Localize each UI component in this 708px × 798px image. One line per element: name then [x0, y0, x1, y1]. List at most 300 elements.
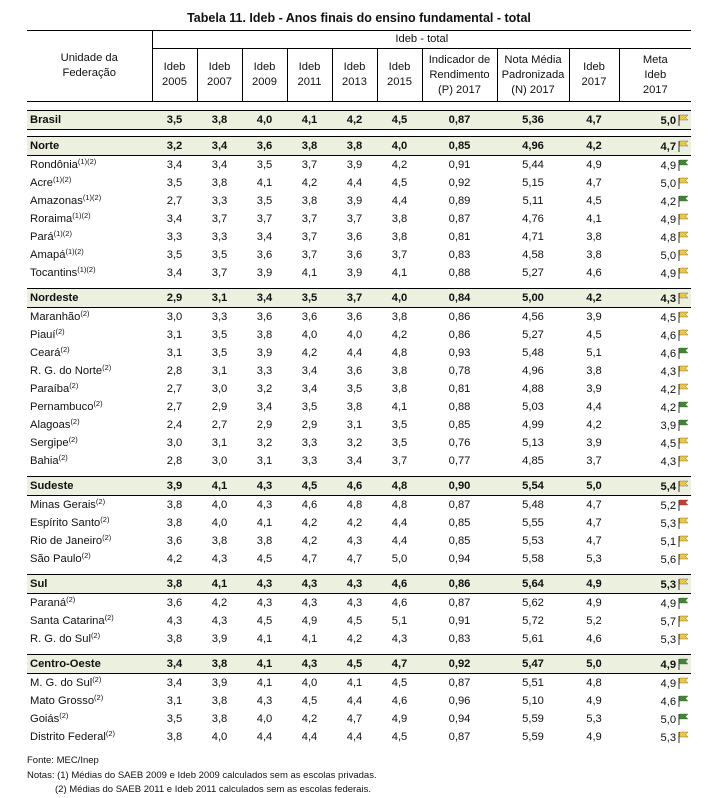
value-cell: 3,1: [211, 437, 228, 449]
source-note: Fonte: MEC/Inep: [27, 755, 99, 766]
state-row: [27, 264, 691, 282]
value-cell: 4,9: [586, 597, 602, 609]
footnote-ref: (2): [102, 363, 112, 372]
value-cell: 4,2: [569, 137, 619, 156]
value-cell: 3,5: [211, 347, 228, 359]
value-cell: 3,2: [152, 137, 197, 156]
region-row: [27, 111, 691, 130]
unit-name: São Paulo$^{(2)}$: [30, 551, 91, 565]
flag-icon: [677, 553, 691, 565]
footnote-ref: (1)(2): [82, 193, 102, 202]
meta-cell: 5,7: [619, 612, 691, 630]
state-row: [27, 362, 691, 380]
value-cell: 5,53: [522, 535, 544, 547]
value-cell: 0,87: [422, 111, 497, 130]
flag-icon: [677, 292, 691, 304]
value-cell: 4,3: [256, 597, 273, 609]
value-cell: 5,3: [586, 713, 602, 725]
value-cell: 0,92: [448, 177, 471, 189]
note-2: (2) Médias do SAEB 2011 e Ideb 2011 calculados sem as escolas federais.: [55, 784, 371, 795]
value-cell: 3,9: [346, 159, 363, 171]
value-cell: 4,1: [197, 575, 242, 594]
value-cell: 3,5: [166, 713, 183, 725]
value-cell: 5,10: [522, 695, 544, 707]
value-cell: 4,1: [391, 401, 408, 413]
meta-cell: 4,3: [619, 452, 691, 470]
value-cell: 4,3: [211, 615, 228, 627]
value-cell: 5,00: [497, 289, 569, 308]
meta-cell: 4,5: [619, 308, 691, 327]
region-row: [27, 137, 691, 156]
meta-cell: 4,6: [619, 692, 691, 710]
value-cell: 3,8: [211, 713, 228, 725]
value-cell: 3,6: [301, 311, 318, 323]
meta-cell: 4,6: [619, 326, 691, 344]
value-cell: 2,7: [166, 195, 183, 207]
value-cell: 0,91: [448, 159, 471, 171]
value-cell: 3,0: [211, 455, 228, 467]
value-cell: 4,3: [256, 695, 273, 707]
footnote-ref: (1)(2): [65, 247, 84, 256]
value-cell: 3,8: [166, 731, 183, 743]
value-cell: 4,71: [522, 231, 544, 243]
unit-name: Sergipe$^{(2)}$: [30, 435, 78, 449]
value-cell: 4,9: [586, 731, 602, 743]
value-cell: 0,87: [448, 677, 471, 689]
value-cell: 3,4: [211, 159, 228, 171]
value-cell: 4,2: [569, 289, 619, 308]
value-cell: 3,7: [211, 213, 228, 225]
value-cell: 4,8: [377, 477, 422, 496]
unit-name: Rio de Janeiro$^{(2)}$: [30, 533, 112, 547]
value-cell: 5,27: [522, 329, 544, 341]
flag-icon: [677, 114, 691, 126]
value-cell: 5,64: [497, 575, 569, 594]
flag-icon: [677, 535, 691, 547]
value-cell: 4,7: [586, 499, 602, 511]
value-cell: 4,0: [211, 499, 228, 511]
value-cell: 4,88: [522, 383, 544, 395]
unit-name: Brasil: [27, 111, 152, 130]
value-cell: 4,85: [522, 455, 544, 467]
value-cell: 3,4: [166, 213, 183, 225]
meta-cell: 5,4: [619, 477, 691, 496]
value-cell: 4,1: [346, 677, 363, 689]
state-row: [27, 398, 691, 416]
value-cell: 3,3: [211, 231, 228, 243]
meta-cell: 4,5: [619, 434, 691, 452]
value-cell: 5,72: [522, 615, 544, 627]
meta-cell: 5,3: [619, 728, 691, 746]
state-row: [27, 210, 691, 228]
value-cell: 3,0: [211, 383, 228, 395]
unit-name: Goiás$^{(2)}$: [30, 711, 69, 725]
unit-name: Centro-Oeste: [27, 655, 152, 674]
unit-name: Tocantins$^{(1)(2)}$: [30, 265, 96, 279]
value-cell: 0,85: [448, 419, 471, 431]
value-cell: 0,85: [448, 517, 471, 529]
value-cell: 3,9: [152, 477, 197, 496]
value-cell: 4,6: [391, 695, 408, 707]
flag-icon: [677, 499, 691, 511]
state-row: [27, 174, 691, 192]
state-row: [27, 728, 691, 746]
value-cell: 4,9: [391, 713, 408, 725]
value-cell: 4,96: [497, 137, 569, 156]
value-cell: 3,6: [256, 311, 273, 323]
meta-cell: 4,9: [619, 264, 691, 282]
state-row: [27, 416, 691, 434]
footnote-ref: (2): [80, 309, 90, 318]
value-cell: 3,8: [332, 137, 377, 156]
table-notes: [27, 754, 691, 798]
value-cell: 4,0: [211, 731, 228, 743]
value-cell: 3,9: [586, 437, 602, 449]
value-cell: 3,8: [166, 499, 183, 511]
meta-cell: 4,2: [619, 380, 691, 398]
value-cell: 4,5: [586, 195, 602, 207]
meta-cell: 4,9: [619, 210, 691, 228]
value-cell: 0,94: [448, 553, 471, 565]
state-row: [27, 228, 691, 246]
value-cell: 3,5: [166, 177, 183, 189]
footnote-ref: (2): [92, 675, 102, 684]
value-cell: 5,59: [522, 713, 544, 725]
value-cell: 0,93: [448, 347, 471, 359]
footnote-ref: (1)(2): [77, 157, 97, 166]
value-cell: 2,7: [211, 419, 228, 431]
column-header: Meta Ideb 2017: [619, 49, 691, 102]
value-cell: 4,3: [211, 553, 228, 565]
value-cell: 4,7: [377, 655, 422, 674]
unit-name: Sudeste: [27, 477, 152, 496]
unit-name: Maranhão$^{(2)}$: [30, 309, 90, 323]
unit-name: Paraíba$^{(2)}$: [30, 381, 79, 395]
value-cell: 0,96: [448, 695, 471, 707]
value-cell: 3,8: [586, 365, 602, 377]
column-header: Indicador de Rendimento (P) 2017: [422, 49, 497, 102]
unit-name: Distrito Federal$^{(2)}$: [30, 729, 116, 743]
meta-cell: 5,3: [619, 514, 691, 532]
value-cell: 0,81: [448, 383, 471, 395]
value-cell: 3,7: [301, 213, 318, 225]
value-cell: 3,7: [391, 455, 408, 467]
value-cell: 3,5: [256, 195, 273, 207]
value-cell: 2,4: [166, 419, 183, 431]
meta-cell: 4,9: [619, 655, 691, 674]
value-cell: 3,8: [301, 195, 318, 207]
footnote-ref: (2): [66, 595, 76, 604]
value-cell: 4,0: [256, 713, 273, 725]
value-cell: 4,0: [301, 329, 318, 341]
value-cell: 4,2: [301, 517, 318, 529]
footnote-ref: (1)(2): [72, 211, 91, 220]
value-cell: 3,7: [332, 289, 377, 308]
value-cell: 5,27: [522, 267, 544, 279]
value-cell: 4,4: [301, 731, 318, 743]
document-page: [27, 6, 691, 798]
value-cell: 4,3: [242, 477, 287, 496]
footnote-ref: (2): [69, 381, 79, 390]
flag-icon: [677, 329, 691, 341]
value-cell: 0,89: [448, 195, 471, 207]
flag-icon: [677, 347, 691, 359]
value-cell: 4,1: [301, 633, 318, 645]
value-cell: 3,8: [211, 695, 228, 707]
unit-name: Paraná$^{(2)}$: [30, 595, 76, 609]
value-cell: 0,76: [448, 437, 471, 449]
flag-icon: [677, 731, 691, 743]
value-cell: 5,3: [586, 553, 602, 565]
value-cell: 4,2: [211, 597, 228, 609]
value-cell: 3,4: [166, 677, 183, 689]
value-cell: 3,3: [211, 195, 228, 207]
meta-cell: 5,2: [619, 496, 691, 515]
value-cell: 3,1: [211, 365, 228, 377]
unit-name: R. G. do Norte$^{(2)}$: [30, 363, 112, 377]
value-cell: 0,87: [448, 499, 471, 511]
value-cell: 5,2: [586, 615, 602, 627]
meta-cell: 4,9: [619, 594, 691, 613]
state-row: [27, 326, 691, 344]
value-cell: 4,7: [301, 553, 318, 565]
value-cell: 4,8: [391, 499, 408, 511]
value-cell: 4,6: [586, 267, 602, 279]
state-row: [27, 434, 691, 452]
value-cell: 4,56: [522, 311, 544, 323]
value-cell: 4,5: [346, 615, 363, 627]
footnote-ref: (1)(2): [77, 265, 96, 274]
value-cell: 0,94: [448, 713, 471, 725]
unit-name: Sul: [27, 575, 152, 594]
value-cell: 3,5: [152, 111, 197, 130]
value-cell: 3,7: [391, 249, 408, 261]
value-cell: 0,81: [448, 231, 471, 243]
meta-cell: 5,0: [619, 710, 691, 728]
value-cell: 3,5: [346, 383, 363, 395]
value-cell: 4,3: [242, 575, 287, 594]
value-cell: 3,6: [346, 249, 363, 261]
region-row: [27, 477, 691, 496]
flag-icon: [677, 480, 691, 492]
value-cell: 4,2: [301, 713, 318, 725]
unit-name: Mato Grosso$^{(2)}$: [30, 693, 104, 707]
unit-name: M. G. do Sul$^{(2)}$: [30, 675, 102, 689]
column-header: Ideb 2017: [569, 49, 619, 102]
value-cell: 5,55: [522, 517, 544, 529]
value-cell: 4,2: [301, 177, 318, 189]
state-row: [27, 308, 691, 327]
value-cell: 3,8: [197, 111, 242, 130]
value-cell: 4,9: [301, 615, 318, 627]
table-title: Tabela 11. Ideb - Anos finais do ensino fundamental - total: [187, 11, 531, 25]
value-cell: 4,58: [522, 249, 544, 261]
value-cell: 0,87: [448, 731, 471, 743]
flag-icon: [677, 213, 691, 225]
meta-cell: 4,3: [619, 362, 691, 380]
value-cell: 4,7: [586, 177, 602, 189]
value-cell: 5,54: [497, 477, 569, 496]
meta-cell: 5,0: [619, 111, 691, 130]
footnote-ref: (2): [55, 327, 65, 336]
value-cell: 3,8: [211, 535, 228, 547]
note-1: Notas: (1) Médias do SAEB 2009 e Ideb 2009 calculados sem as escolas privadas.: [27, 769, 377, 781]
footnote-ref: (1)(2): [53, 175, 72, 184]
value-cell: 4,4: [586, 401, 602, 413]
column-header: Ideb 2009: [242, 49, 287, 102]
value-cell: 3,6: [242, 137, 287, 156]
meta-cell: 4,9: [619, 674, 691, 693]
value-cell: 3,0: [166, 437, 183, 449]
value-cell: 3,1: [166, 695, 183, 707]
value-cell: 3,8: [256, 329, 273, 341]
flag-icon: [677, 383, 691, 395]
value-cell: 3,5: [301, 401, 318, 413]
value-cell: 4,4: [256, 731, 273, 743]
value-cell: 3,8: [346, 401, 363, 413]
state-row: [27, 674, 691, 693]
unit-name: Pará$^{(1)(2)}$: [30, 229, 72, 243]
value-cell: 5,36: [497, 111, 569, 130]
flag-icon: [677, 231, 691, 243]
unit-name: Espírito Santo$^{(2)}$: [30, 515, 110, 529]
state-row: [27, 612, 691, 630]
value-cell: 4,1: [256, 633, 273, 645]
value-cell: 3,8: [287, 137, 332, 156]
state-row: [27, 630, 691, 648]
state-row: [27, 380, 691, 398]
value-cell: 0,85: [422, 137, 497, 156]
state-row: [27, 344, 691, 362]
value-cell: 4,5: [256, 553, 273, 565]
meta-cell: 5,3: [619, 630, 691, 648]
state-row: [27, 514, 691, 532]
value-cell: 4,5: [586, 329, 602, 341]
value-cell: 4,3: [346, 597, 363, 609]
value-cell: 3,9: [256, 347, 273, 359]
value-cell: 4,6: [586, 633, 602, 645]
value-cell: 4,7: [346, 713, 363, 725]
value-cell: 5,62: [522, 597, 544, 609]
value-cell: 5,59: [522, 731, 544, 743]
unit-name: Ceará$^{(2)}$: [30, 345, 70, 359]
value-cell: 3,1: [166, 329, 183, 341]
value-cell: 4,8: [586, 677, 602, 689]
value-cell: 4,7: [569, 111, 619, 130]
meta-cell: 4,7: [619, 137, 691, 156]
value-cell: 4,2: [346, 633, 363, 645]
value-cell: 5,13: [522, 437, 544, 449]
value-cell: 4,8: [346, 499, 363, 511]
value-cell: 5,1: [391, 615, 408, 627]
value-cell: 3,8: [586, 231, 602, 243]
value-cell: 3,5: [391, 437, 408, 449]
value-cell: 4,7: [346, 553, 363, 565]
value-cell: 3,6: [166, 535, 183, 547]
unit-name: Amapá$^{(1)(2)}$: [30, 247, 84, 261]
value-cell: 4,7: [586, 535, 602, 547]
value-cell: 2,9: [211, 401, 228, 413]
meta-cell: 5,3: [619, 575, 691, 594]
unit-name: Pernambuco$^{(2)}$: [30, 399, 103, 413]
value-cell: 5,44: [522, 159, 544, 171]
value-cell: 3,7: [256, 213, 273, 225]
value-cell: 5,11: [522, 195, 544, 207]
value-cell: 0,83: [448, 249, 471, 261]
value-cell: 4,2: [586, 419, 602, 431]
value-cell: 0,77: [448, 455, 471, 467]
value-cell: 4,2: [346, 517, 363, 529]
unit-name: Piauí$^{(2)}$: [30, 327, 65, 341]
value-cell: 0,86: [422, 575, 497, 594]
unit-name: Norte: [27, 137, 152, 156]
value-cell: 5,03: [522, 401, 544, 413]
ideb-table: [27, 30, 691, 746]
value-cell: 3,4: [301, 365, 318, 377]
value-cell: 4,9: [586, 695, 602, 707]
value-cell: 3,4: [256, 231, 273, 243]
flag-icon: [677, 159, 691, 171]
value-cell: 4,3: [287, 575, 332, 594]
flag-icon: [677, 140, 691, 152]
value-cell: 3,9: [211, 633, 228, 645]
value-cell: 4,2: [301, 535, 318, 547]
value-cell: 4,1: [256, 677, 273, 689]
flag-icon: [677, 578, 691, 590]
flag-icon: [677, 195, 691, 207]
value-cell: 3,7: [346, 213, 363, 225]
value-cell: 4,3: [346, 535, 363, 547]
column-header: Ideb 2015: [377, 49, 422, 102]
value-cell: 2,7: [166, 383, 183, 395]
value-cell: 3,8: [391, 383, 408, 395]
value-cell: 3,8: [166, 517, 183, 529]
value-cell: 4,0: [377, 289, 422, 308]
meta-cell: 5,0: [619, 246, 691, 264]
value-cell: 4,3: [256, 499, 273, 511]
footnote-ref: (2): [104, 613, 114, 622]
flag-icon: [677, 455, 691, 467]
value-cell: 3,7: [586, 455, 602, 467]
value-cell: 3,4: [301, 383, 318, 395]
value-cell: 5,51: [522, 677, 544, 689]
meta-cell: 5,6: [619, 550, 691, 568]
column-header: Ideb 2005: [152, 49, 197, 102]
value-cell: 4,2: [332, 111, 377, 130]
meta-cell: 4,2: [619, 398, 691, 416]
unit-name: Nordeste: [27, 289, 152, 308]
value-cell: 3,1: [346, 419, 363, 431]
value-cell: 5,1: [586, 347, 602, 359]
value-cell: 4,3: [287, 655, 332, 674]
value-cell: 0,87: [448, 597, 471, 609]
value-cell: 2,8: [166, 455, 183, 467]
meta-cell: 4,3: [619, 289, 691, 308]
value-cell: 3,2: [346, 437, 363, 449]
footnote-ref: (2): [60, 345, 70, 354]
value-cell: 4,0: [301, 677, 318, 689]
footnote-ref: (2): [90, 631, 101, 640]
flag-icon: [677, 615, 691, 627]
value-cell: 4,6: [301, 499, 318, 511]
value-cell: 3,8: [166, 633, 183, 645]
state-row: [27, 156, 691, 175]
value-cell: 4,5: [301, 695, 318, 707]
value-cell: 3,4: [242, 289, 287, 308]
value-cell: 4,6: [332, 477, 377, 496]
value-cell: 4,1: [242, 655, 287, 674]
value-cell: 4,0: [346, 329, 363, 341]
